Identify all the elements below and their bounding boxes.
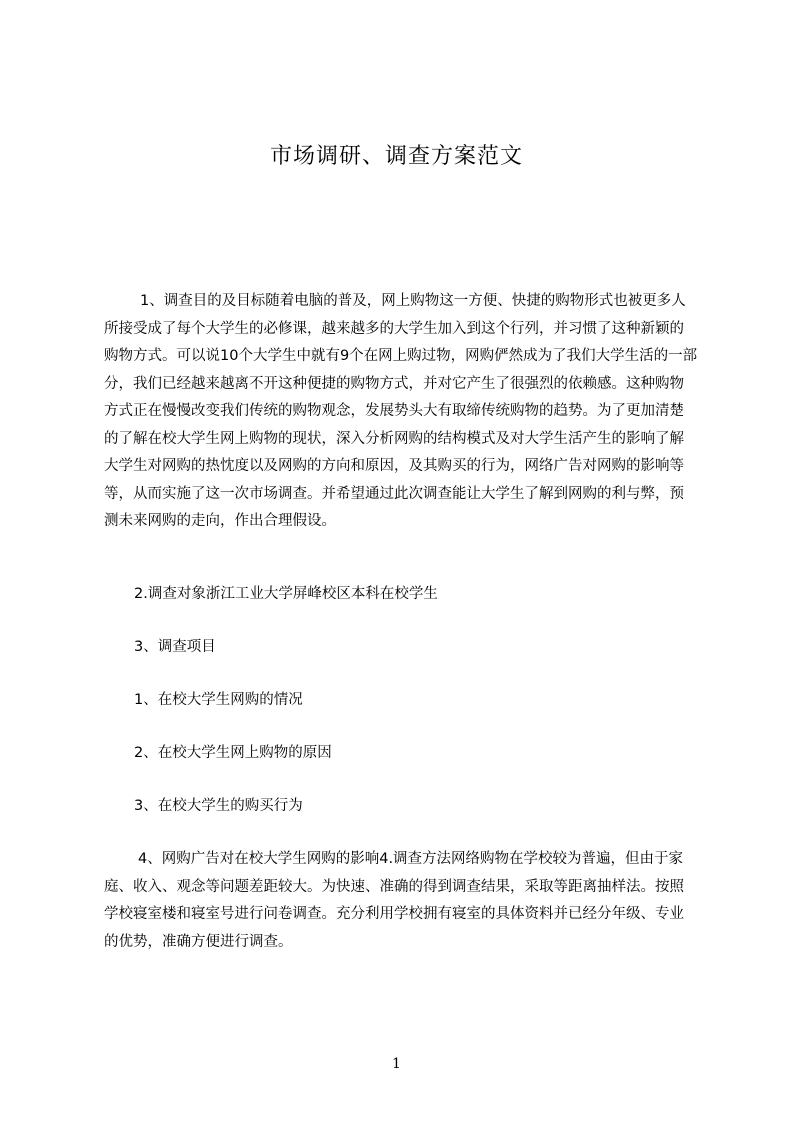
list-item: 2、在校大学生网上购物的原因 [134,745,332,761]
list-item: 1、在校大学生网购的情况 [134,692,303,708]
paragraph-survey-target: 2.调查对象浙江工业大学屏峰校区本科在校学生 [134,586,438,602]
paragraph-survey-method: 4、网购广告对在校大学生网购的影响4.调查方法网络购物在学校较为普遍，但由于家庭、收入、观念等问题差距较大。为快速、准确的得到调查结果，采取等距离抽样法。按照学校寝室楼和寝室号进行问卷调查。充分利用学校拥有寝室的具体资料并已经分年级、专业的优势，准确方便进行调查。 [104,851,684,950]
page-number: 1 [392,1056,401,1072]
paragraph-survey-items-heading: 3、调查项目 [134,639,216,655]
page-title: 市场调研、调查方案范文 [269,144,523,169]
list-item: 3、在校大学生的购买行为 [134,798,303,814]
paragraph-survey-purpose: 1、调查目的及目标随着电脑的普及，网上购物这一方便、快捷的购物形式也被更多人所接受成了每个大学生的必修课，越来越多的大学生加入到这个行列，并习惯了这种新颖的购物方式。可以说10个大学生中就有9个在网上购过物，网购俨然成为了我们大学生活的一部分，我们已经越来越离不开这种便捷的购物方式，并对它产生了很强烈的依赖感。这种购物方式正在慢慢改变我们传统的购物观念，发展势头大有取缔传统购物的趋势。为了更加清楚的了解在校大学生网上购物的现状，深入分析网购的结构模式及对大学生活产生的影响了解大学生对网购的热忱度以及网购的方向和原因，及其购买的行为，网络广告对网购的影响等等，从而实施了这一次市场调查。并希望通过此次调查能让大学生了解到网购的利与弊，预测未来网购的走向，作出合理假设。 [104,293,698,529]
